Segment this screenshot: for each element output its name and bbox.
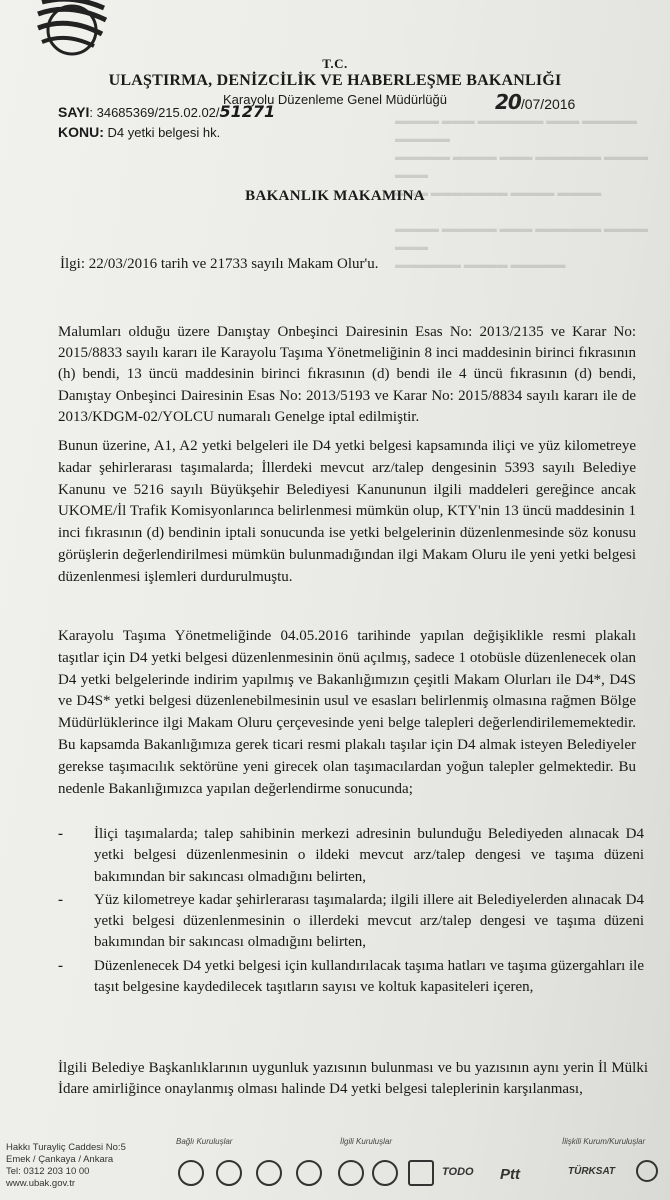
list-item xyxy=(58,824,644,888)
aviation-logo-icon xyxy=(216,1160,242,1186)
footer-phone: Tel: 0312 203 10 00 xyxy=(6,1166,90,1177)
list-item-text: İliçi taşımalarda; talep sahibinin merkezi adresinin bulunduğu Belediyeden alınacak D4 yetki belgesi düzenlenmesinin o ildeki mevcut arz/talep dengesi ve taşıma düzeni bakımından bir sakıncası olmadığını belirten, xyxy=(94,826,644,885)
bullet-dash-icon: - xyxy=(58,957,63,974)
sayi-label: SAYI xyxy=(58,104,90,120)
header-ministry: ULAŞTIRMA, DENİZCİLİK VE HABERLEŞME BAKANLIĞI xyxy=(108,72,562,89)
ptt-logo: Ptt xyxy=(500,1166,520,1183)
paragraph-1: Malumları olduğu üzere Danıştay Onbeşinci Dairesinin Esas No: 2013/2135 ve Karar No: 2015/8833 sayılı kararı ile Karayolu Taşıma Yönetmeliğinin 8 inci maddesinin birinci fıkrasının (h) bendi, 13 üncü maddesinin birinci fıkrasının (d) bendi ile 4 üncü fıkrasının (d) bendi, Danıştay Onbeşinci Dairesinin Esas No: 2013/5193 ve Karar No: 2015/8834 sayılı kararı ile de 2013/KDGM-02/YOLCU numaralı Genelge iptal edilmiştir. xyxy=(58,324,636,425)
ministry-logo-icon xyxy=(32,0,112,56)
paragraph-2: Bunun üzerine, A1, A2 yetki belgeleri ile D4 yetki belgesi kapsamında iliçi ve yüz kilometreye kadar şehirlerarası taşımalarda; İllerdeki mevcut arz/talep dengesinin 5393 sayılı Belediye Kanunu ve 5216 sayılı Büyükşehir Belediyesi Kanununun ilgili maddeleri gereğince ancak UKOME/İl Trafik Komisyonlarınca belirlenmesi mümkün olup, KTY'nin 13 üncü maddesinin 1 inci fıkrasının (d) bendinin iptali sonucunda ise yetki belgelerinin düzenlenmesinde söz konusu görüşlerin değerlendirilmesi mümkün bulunmadığından ilgi Makam Oluru ile yeni yetki belgesi düzenlenmesi işlemleri durdurulmuştu. xyxy=(58,438,636,585)
footer-web: www.ubak.gov.tr xyxy=(6,1178,75,1189)
header-tc: T.C. xyxy=(322,56,348,71)
maritime-logo-icon xyxy=(372,1160,398,1186)
paragraph-final: İlgili Belediye Başkanlıklarının uygunluk yazısının bulunması ve bu yazısının aynı yerin İl Mülki İdare amirliğince onaylanmış olması halinde D4 yetki belgesi taleplerinin karşılanması, xyxy=(58,1060,648,1097)
header-department: Karayolu Düzenleme Genel Müdürlüğü xyxy=(222,92,447,107)
bullet-dash-icon: - xyxy=(58,826,63,842)
date-rest: /07/2016 xyxy=(520,96,576,112)
footer-group-label-2: İlgili Kuruluşlar xyxy=(340,1137,393,1146)
footer-group-label-1: Bağlı Kuruluşlar xyxy=(176,1137,233,1146)
reference-line: İlgi: 22/03/2016 tarih ve 21733 sayılı Makam Olur'u. xyxy=(60,256,379,272)
railway-logo-icon xyxy=(338,1160,364,1186)
bullet-dash-icon: - xyxy=(58,891,63,908)
todo-logo: TODO xyxy=(442,1166,474,1178)
list-item xyxy=(58,890,644,954)
konu-label: KONU: xyxy=(58,124,104,140)
list-item-text: Düzenlenecek D4 yetki belgesi için kullandırılacak taşıma hatları ve taşıma güzergahları ile taşıt belgesine kaydedilecek taşıtların sayısı ve koltuk kapasiteleri içeren, xyxy=(94,957,644,996)
footer-address-line2: Emek / Çankaya / Ankara xyxy=(6,1154,114,1165)
sayi-handwritten: 51271 xyxy=(219,102,276,121)
meteorology-logo-icon xyxy=(296,1160,322,1186)
turksat-logo: TÜRKSAT xyxy=(568,1166,616,1177)
footer-address-line1: Hakkı Turayliç Caddesi No:5 xyxy=(6,1142,126,1153)
agency-logo-icon xyxy=(636,1160,658,1182)
footer-group-label-3: İlişkili Kurum/Kuruluşlar xyxy=(562,1137,646,1146)
highways-logo-icon xyxy=(256,1160,282,1186)
security-logo-icon xyxy=(408,1160,434,1186)
bullet-list xyxy=(58,824,644,1000)
footer-address xyxy=(6,1142,126,1190)
document-date xyxy=(495,90,575,114)
emblem-logo-icon xyxy=(178,1160,204,1186)
subject-line xyxy=(58,124,220,142)
sayi-value: : 34685369/215.02.02/ xyxy=(89,105,220,120)
date-day-handwritten: 20 xyxy=(495,90,521,114)
list-item-text: Yüz kilometreye kadar şehirlerarası taşımalarda; ilgili illere ait Belediyelerden alınacak D4 yetki belgesi düzenlenmesinin o illerdeki mevcut arz/talep dengesi ve taşıma düzeni bakımından bir sakıncası olmadığını belirten, xyxy=(94,891,644,951)
bleed-through-text: ▬▬▬▬ ▬▬▬ ▬▬▬▬▬▬ ▬▬▬ ▬▬▬▬▬ ▬▬▬▬▬ ▬▬▬▬▬ ▬▬▬▬ ▬▬▬ ▬▬▬▬▬▬ ▬▬▬▬ ▬▬▬ ▬▬▬ ▬▬▬▬▬▬▬ ▬▬▬▬ ▬▬▬▬ ▬▬▬▬ ▬▬▬▬▬ ▬▬▬ ▬▬▬▬▬▬ ▬▬▬▬ ▬▬▬ ▬▬▬▬▬▬ ▬▬▬▬ ▬▬▬▬▬ xyxy=(395,115,648,271)
paragraph-3: Karayolu Taşıma Yönetmeliğinde 04.05.2016 tarihinde yapılan değişiklikle resmi plakalı taşıtlar için D4 yetki belgesi düzenlenmesinin önü açılmış, sadece 1 otobüsle düzenlenecek olan D4 yetki belgelerinde indirim yapılmış ve Bakanlığımızın çeşitli Makam Olurları ile D4*, D4S ve D4S* yetki belgesi düzenlenebilmesinin usul ve esasları belirlenmiş olmasına rağmen Bölge Müdürlüklerince ilgi Makam Oluru çerçevesinde yeni belge talepleri değerlendirilememektedir. Bu kapsamda Bakanlığımıza gerek ticari resmi plakalı taşılar için D4 almak isteyen Belediyeler gerekse taşımacılık sektörüne yeni girecek olan taşımacılardan yoğun talepler gelmektedir. Bu nedenle Bakanlığımızca yapılan değerlendirme sonucunda; xyxy=(58,628,636,797)
konu-value: D4 yetki belgesi hk. xyxy=(103,125,221,140)
list-item xyxy=(58,956,644,999)
reference-number xyxy=(58,102,275,122)
document-title: BAKANLIK MAKAMINA xyxy=(245,188,425,204)
